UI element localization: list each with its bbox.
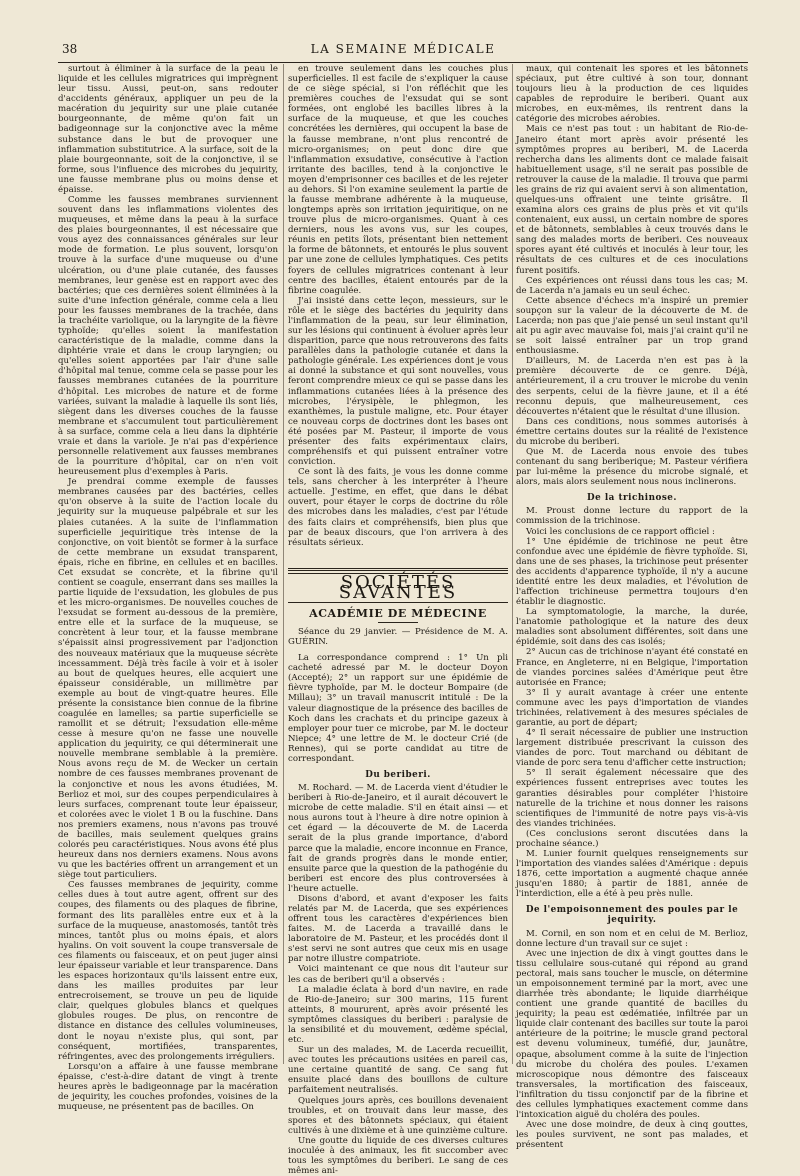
paragraph: Voici les conclusions de ce rapport officiel : (526, 526, 715, 537)
paragraph: J'ai insisté dans cette leçon, messieurs, sur le rôle et le siège des bactéries du jequirity dans l'inflammation de la peau, sur leur élimination, sur les lésions qui continuent à évoluer après leur disparition, parce que nous retrouverons des faits parallèles dans la pathologie cutanée et dans la pathologie générale. Les expériences dont je vous ai donné la substance et qui sont nouvelles, vous feront comprendre mieux ce qui se passe dans les inflammations cutanées liées à la présence des microbes, l'érysipèle, le phlegmon, les exanthèmes, la pustule maligne, etc. Pour étayer ce nouveau corps de doctrines dont les bases ont été posées par M. Pasteur, il importe de vous présenter des faits expérimentaux clairs, compréhensifs et qui puissent entraîner votre conviction. (288, 295, 508, 468)
column-middle (288, 64, 508, 1176)
paragraph: 1° Une épidémie de trichinose ne peut être confondue avec une épidémie de fièvre typhoïde. Si, dans une de ses phases, la trichinose peut présenter des accidents d'apparence typhoïde, il n'y a aucune identité entre les deux maladies, et l'évolution de l'affection trichineuse permettra toujours d'en établir le diagnostic. (516, 536, 748, 608)
academie-heading: ACADÉMIE DE MÉDECINE (309, 606, 487, 620)
paragraph: Disons d'abord, et avant d'exposer les faits relatés par M. de Lacerda, que ses expériences offrent tous les caractères d'expériences bien faites. M. de Lacerda a travaillé dans le laboratoire de M. Pasteur, et les procédés dont il s'est servi ne sont autres que ceux mis en usage par notre illustre compatriote. (288, 893, 508, 965)
paragraph: surtout à éliminer à la surface de la peau le liquide et les cellules migratrices qui imprègnent leur tissu. Aussi, peut-on, sans redouter d'accidents généraux, appliquer un peu de la macération du jequirity sur une plaie cutanée bourgeonnante, de même qu'on fait un badigeonnage sur la conjonctive avec la même substance dans le but de provoquer une inflammation substitutrice. A la surface, soit de la plaie bourgeonnante, soit de la conjonctive, il se forme, sous l'influence des microbes du jequirity, une fausse membrane plus ou moins dense et épaisse. (58, 64, 278, 195)
paragraph: Une goutte du liquide de ces diverses cultures inoculée à des animaux, les fit succomber avec tous les symptômes du beriberi. Le sang de ces mêmes ani- (288, 1135, 508, 1176)
divider (378, 622, 418, 623)
paragraph: Voici maintenant ce que nous dit l'auteur sur les cas de beriberi qu'il a observés : (288, 964, 508, 985)
paragraph: Cette absence d'échecs m'a inspiré un premier soupçon sur la valeur de la découverte de M. de Lacerda; non pas que j'aie pensé un seul instant qu'il ait pu agir avec mauvaise foi, mais j'ai craint qu'il ne se soit laissé entraîner par un trop grand enthousiasme. (516, 295, 748, 357)
subheading-beriberi: Du beriberi. (365, 770, 431, 780)
subheading-poules: De l'empoisonnement des poules par le jequirity. (525, 905, 739, 926)
seance-line: Séance du 29 janvier. — Présidence de M. A. GUÉRIN. (288, 626, 508, 648)
paragraph: La maladie éclata à bord d'un navire, en rade de Rio-de-Janeiro; sur 300 marins, 115 furent atteints, 8 moururent, après avoir présenté les symptômes classiques du beriberi : paralysie de la sensibilité et du mouvement, œdème spécial, etc. (288, 984, 508, 1046)
page-number: 38 (62, 42, 78, 56)
paragraph: 4° Il serait nécessaire de publier une instruction largement distribuée prescrivant la cuisson des viandes de porc. Tout marchand ou débitant de viande de porc sera tenu d'afficher cette instruction; (516, 728, 748, 769)
paragraph: Avec une injection de dix à vingt gouttes dans le tissu cellulaire sous-cutané qui répond au grand pectoral, mais sans toucher le muscle, on détermine un empoisonnement terminé par la mort, avec une diarrhée très abondante; le liquide diarrhéique contient une grande quantité de bacilles du jequirity; la peau est œdématiée, infiltrée par un liquide clair contenant des bacilles sur toute la paroi antérieure de la poitrine; le muscle grand pectoral est devenu volumineux, tuméfié, dur, jaunâtre, opaque, absolument comme à la suite de l'injection du microbe du choléra des poules. L'examen microscopique nous démontre des faisceaux transversales, la mortification des faisceaux, l'infiltration du tissu conjonctif par de la fibrine et des cellules lymphatiques exactement comme dans l'intoxication aiguë du choléra des poules. (516, 948, 748, 1120)
correspondance-paragraph: La correspondance comprend : 1° Un pli cacheté adressé par M. le docteur Doyon (Accepté); 2° un rapport sur une épidémie de fièvre typhoïde, par M. le docteur Bompaire (de Millau); 3° un travail manuscrit intitulé : De la valeur diagnostique de la présence des bacilles de Koch dans les crachats et du principe gazeux à employer pour tuer ce microbe, par M. le docteur Niepce; 4° une lettre de M. le docteur Crié (de Rennes), qui se porte candidat au titre de correspondant. (288, 653, 508, 764)
paragraph: 5° Il serait également nécessaire que des expériences fussent entreprises avec toutes les garanties désirables pour compléter l'histoire naturelle de la trichine et nous donner les raisons scientifiques de l'immunité de notre pays vis-à-vis des viandes trichinées. (516, 768, 748, 829)
column-left (58, 64, 278, 1113)
paragraph: maux, qui contenait les spores et les bâtonnets spéciaux, put être cultivé à son tour, donnant toujours lieu à la production de ces liquides capables de reproduire le beriberi. Quant aux microbes, en eux-mêmes, ils rentrent dans la catégorie des microbes aérobies. (516, 64, 748, 125)
paragraph: M. Rochard. — M. de Lacerda vient d'étudier le beriberi à Rio-de-Janeiro, et il aurait découvert le microbe de cette maladie. S'il en était ainsi — et nous aurons tout à l'heure à dire notre opinion à cet égard — la découverte de M. de Lacerda serait de la plus grande importance, d'abord parce que la maladie, encore inconnue en France, fait de grands progrès dans le monde entier, ensuite parce que la question de la pathogénie du beriberi est encore des plus controversées à l'heure actuelle. (288, 783, 508, 894)
section-rule (288, 568, 508, 603)
paragraph: La symptomatologie, la marche, la durée, l'anatomie pathologique et la nature des deux maladies sont absolument différentes, soit dans une épidémie, soit dans des cas isolés; (516, 607, 748, 648)
paragraph: Lorsqu'on a affaire à une fausse membrane épaisse, c'est-à-dire datant de vingt à trente heures après le badigeonnage par la macération de jequirity, les couches profondes, voisines de la muqueuse, ne présentent pas de bacilles. On (58, 1061, 278, 1113)
paragraph: Sur un des malades, M. de Lacerda recueillit, avec toutes les précautions usitées en pareil cas, une certaine quantité de sang. Ce sang fut ensuite placé dans des bouillons de culture parfaitement neutralisés. (288, 1045, 508, 1096)
subheading-trichinose: De la trichinose. (587, 493, 677, 504)
paragraph: Ces fausses membranes de jequirity, comme celles dues à tout autre agent, offrent sur des coupes, des filaments ou des plaques de fibrine, formant des lits parallèles entre eux et à la surface de la muqueuse, anastomosés, tantôt très minces, tantôt plus ou moins épais, et alors hyalins. On voit souvent la coupe transversale de ces filaments ou faisceaux, et on peut juger ainsi leur épaisseur variable et leur transparence. Dans les espaces horizontaux qu'ils laissent entre eux, dans les mailles produites par leur entrecroisement, se trouve un peu de liquide clair, quelques globules blancs et quelques globules rouges. De plus, on rencontre de distance en distance des cellules volumineuses, dont le noyau n'existe plus, qui sont, par conséquent, mortifiées, transparentes, réfringentes, avec des prolongements irréguliers. (58, 880, 278, 1062)
paragraph: Mais ce n'est pas tout : un habitant de Rio-de-Janeiro étant mort après avoir présenté les symptômes propres au beriberi, M. de Lacerda rechercha dans les aliments dont ce malade faisait habituellement usage, s'il ne serait pas possible de retrouver la cause de la maladie. Il trouva que parmi les grains de riz qui avaient servi à son alimentation, quelques-uns offraient une teinte grisâtre. Il examina alors ces grains de plus près et vit qu'ils contenaient, eux aussi, un certain nombre de spores et de bâtonnets, semblables à ceux trouvés dans le sang des malades morts de beriberi. Ces nouveaux spores ayant été cultivés et inoculés à leur tour, les résultats de ces cultures et de ces inoculations furent positifs. (516, 124, 748, 276)
page-header (58, 40, 748, 63)
paragraph: D'ailleurs, M. de Lacerda n'en est pas à la première découverte de ce genre. Déjà, antérieurement, il a cru trouver le microbe du venin des serpents, celui de la fièvre jaune, et il a été reconnu depuis, que malheureusement, ces découvertes n'étaient que le résultat d'une illusion. (516, 356, 748, 417)
paragraph: en trouve seulement dans les couches plus superficielles. Il est facile de s'expliquer la cause de ce siège spécial, si l'on réfléchit que les premières couches de l'exsudat qui se sont formées, ont englobé les bacilles libres à la surface de la muqueuse, et que les couches concrétées les dernières, qui occupent la base de la fausse membrane, n'ont plus rencontré de micro-organismes; on peut donc dire que l'inflammation exsudative, consécutive à l'action irritante des bacilles, tend à la conjonctive le moyen d'emprisonner ces bacilles et de les rejeter au dehors. Si l'on examine seulement la partie de la fausse membrane adhérente à la muqueuse, longtemps après son irritation jequiritique, on ne trouve plus de micro-organismes. Quant à ces derniers, nous les avons vus, sur les coupes, réunis en petits îlots, présentant bien nettement la forme de bâtonnets, et entourés le plus souvent par une zone de cellules lymphatiques. Ces petits foyers de cellules migratrices contenant à leur centre des bacilles, étaient entourés par de la fibrine coagulée. (288, 64, 508, 296)
paragraph: Avec une dose moindre, de deux à cinq gouttes, les poules survivent, ne sont pas malades, et présentent (516, 1120, 748, 1151)
paragraph: M. Cornil, en son nom et en celui de M. Berlioz, donne lecture d'un travail sur ce sujet : (516, 928, 748, 949)
paragraph: Je prendrai comme exemple de fausses membranes causées par des bactéries, celles qu'on observe à la suite de l'action locale du jequirity sur la muqueuse palpébrale et sur les plaies cutanées. A la suite de l'inflammation superficielle jequiritique très intense de la conjonctive, on voit bientôt se former à la surface de cette membrane un exsudat transparent, épais, riche en fibrine, en cellules et en bacilles. Cet exsudat se concrète, et la fibrine qu'il contient se coagule, enserrant dans ses mailles la partie liquide de l'exsudation, les globules de pus et les micro-organismes. De nouvelles couches de l'exsudat se forment au-dessous de la première, entre elle et la surface de la muqueuse, se concrètent à leur tour, et la fausse membrane s'épaissit ainsi progressivement par l'adjonction des nouveaux matériaux que la muqueuse sécrète incessamment. Déjà très facile à voir et à isoler au bout de quelques heures, elle acquiert une épaisseur considérable, un millimètre par exemple au bout de vingt-quatre heures. Elle présente la consistance bien connue de la fibrine coagulée en lamelles; sa partie superficielle se ramollit et se détruit; l'exsudation elle-même cesse à mesure qu'on ne fasse une nouvelle application du jequirity, ce qui déterminerait une nouvelle membrane semblable à la première. Nous avons reçu de M. de Wecker un certain nombre de ces fausses membranes provenant de la conjonctive et nous les avons étudiées, M. Berlioz et moi, sur des coupes perpendiculaires à leurs surfaces, comprenant toute leur épaisseur, et colorées avec le violet 1 B ou la fuschine. Dans nos premiers examens, nous n'avons pas trouvé de bacilles, mais seulement quelques grains colorés peu caractéristiques. Nous avons été plus heureux dans nos derniers examens. Nous avons vu que les bactéries offrent un arrangement et un siège tout particuliers. (58, 477, 278, 881)
journal-title: LA SEMAINE MÉDICALE (310, 42, 496, 56)
paragraph: Ces expériences ont réussi dans tous les cas; M. de Lacerda n'a jamais eu un seul échec. (516, 275, 748, 296)
paragraph: (Ces conclusions seront discutées dans la prochaine séance.) (516, 828, 748, 849)
paragraph: Ce sont là des faits, je vous les donne comme tels, sans chercher à les interpréter à l'heure actuelle. J'estime, en effet, que dans le débat ouvert, pour étayer le corps de doctrine du rôle des microbes dans les maladies, c'est par l'étude des faits clairs et compréhensifs, bien plus que par de beaux discours, que l'on arrivera à des résultats sérieux. (288, 467, 508, 548)
column-right (516, 64, 748, 1151)
paragraph: 2° Aucun cas de trichinose n'ayant été constaté en France, en Angleterre, ni en Belgique, l'importation de viandes porcines salées d'Amérique peut être autorisée en France; (516, 647, 748, 688)
paragraph: Comme les fausses membranes surviennent souvent dans les inflammations violentes des muqueuses, et même dans la peau à la surface des plaies bourgeonnantes, il est nécessaire que vous ayez des connaissances générales sur leur mode de formation. Le plus souvent, lorsqu'on trouve à la surface d'une muqueuse ou d'une ulcération, ou d'une plaie cutanée, des fausses membranes, leur genèse est en rapport avec des bactéries; que ces dernières soient éliminées à la suite d'une infection générale, comme cela a lieu pour les fausses membranes de la trachée, dans la trachéite variolique, ou la laryngite de la fièvre typhoïde; qu'elles soient la manifestation caractéristique de la maladie, comme dans la diphtérie vraie et dans le croup laryngien; ou qu'elles soient apportées par l'air d'une salle d'hôpital mal tenue, comme cela se passe pour les fausses membranes cutanées de la pourriture d'hôpital. Les microbes de nature et de forme variées, suivant la maladie à laquelle ils sont liés, siègent dans les diverses couches de la fausse membrane et s'accumulent tout particulièrement à sa surface, comme cela a lieu dans la diphtérie vraie et dans la variole. Je n'ai pas d'expérience personnelle relativement aux fausses membranes de la pourriture d'hôpital, car on n'en voit heureusement plus d'exemples à Paris. (58, 195, 278, 478)
paragraph: Dans ces conditions, nous sommes autorisés à émettre certains doutes sur la réalité de l'existence du microbe du beriberi. (516, 416, 748, 447)
paragraph: M. Lunier fournit quelques renseignements sur l'importation des viandes salées d'Amérique : depuis 1876, cette importation a augmenté chaque année jusqu'en 1880; à partir de 1881, année de l'interdiction, elle a été à peu près nulle. (516, 849, 748, 900)
paragraph: 3° Il y aurait avantage à créer une entente commune avec les pays d'importation de viandes trichinées, relativement à des mesures spéciales de garantie, au port de départ; (516, 687, 748, 728)
paragraph: M. Proust donne lecture du rapport de la commission de la trichinose. (516, 506, 748, 527)
column-divider (283, 64, 284, 1064)
paragraph: Quelques jours après, ces bouillons devenaient troubles, et on trouvait dans leur masse, des spores et des bâtonnets spéciaux, qui étaient cultivés à une dixième et à une quinzième culture. (288, 1095, 508, 1136)
column-divider (512, 64, 513, 1064)
section-heading-societes: SOCIÉTÉS SAVANTES (288, 573, 508, 603)
paragraph: Que M. de Lacerda nous envoie des tubes contenant du sang beriberique; M. Pasteur vérifiera par lui-même la présence du microbe signalé, et alors, mais alors seulement nous nous inclinerons. (516, 446, 748, 488)
